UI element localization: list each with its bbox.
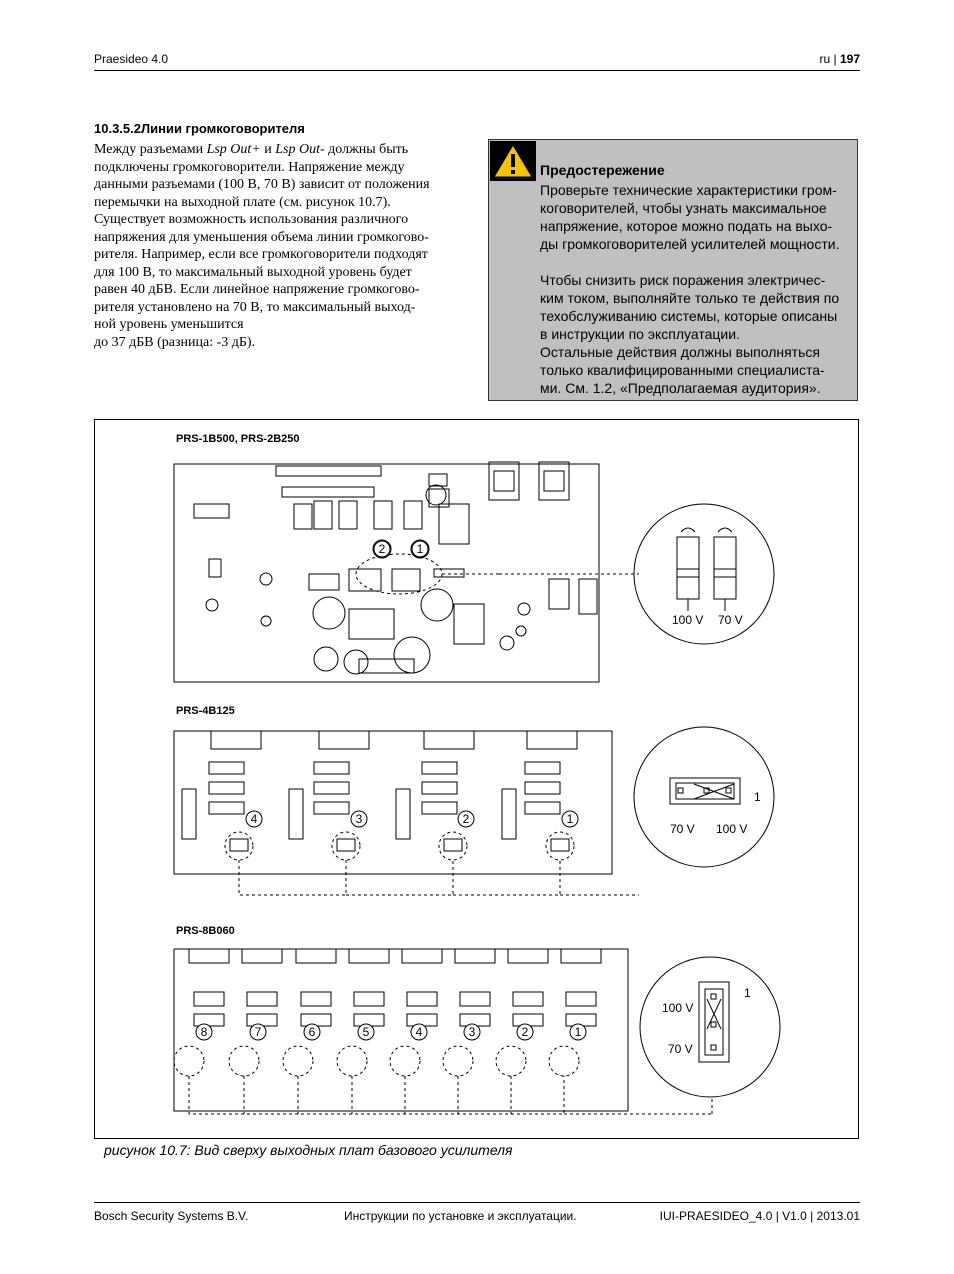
circle-markers	[196, 541, 586, 1040]
section-body-text: должны быть	[324, 142, 409, 157]
footer-company: Bosch Security Systems B.V.	[94, 1209, 249, 1223]
marker-number: 1	[566, 812, 574, 826]
section-body-text: рителя установлено на 70 В, то максимальный выход-	[94, 299, 416, 315]
section-body-line	[94, 194, 474, 212]
board2-label: PRS-4B125	[176, 705, 235, 717]
figure-drawing	[94, 419, 859, 1139]
marker-number: 5	[362, 1025, 370, 1039]
warning-line: напряжение, которое можно подать на выхо-	[540, 218, 833, 234]
connector-name: Lsp Out-	[275, 142, 325, 157]
board1-jumper-zoom	[677, 528, 736, 611]
section-title: 10.3.5.2Линии громкоговорителя	[94, 121, 305, 136]
section-body-text: для 100 В, то максимальный выходной уровень будет	[94, 264, 412, 280]
board2-jumper-zoom	[670, 778, 740, 804]
board3-zoom-label-top: 100 V	[662, 1001, 694, 1015]
section-body-line	[94, 281, 474, 299]
board2-zoom-label-right: 100 V	[716, 822, 748, 836]
header-rule	[94, 70, 860, 71]
page-number: 197	[839, 52, 860, 66]
warning-title: Предостережение	[540, 162, 665, 178]
board3-jumper-zoom	[699, 982, 729, 1062]
warning-line: коговорителей, чтобы узнать максимальное	[540, 200, 827, 216]
footer-doc-id: IUI-PRAESIDEO_4.0 | V1.0 | 2013.01	[659, 1209, 860, 1223]
board3-zoom-label-bottom: 70 V	[668, 1042, 693, 1056]
warning-line: в инструкции по эксплуатации.	[540, 326, 740, 342]
header-page-info	[820, 52, 861, 66]
section-body-text: рителя. Например, если все громкоговорители подходят	[94, 247, 428, 262]
header-lang: ru	[819, 52, 831, 66]
section-body-line	[94, 211, 474, 229]
board1-label: PRS-1B500, PRS-2B250	[176, 433, 300, 445]
board1-pcb	[174, 462, 639, 682]
header-title: Praesideo 4.0	[94, 52, 169, 66]
section-body-line	[94, 246, 474, 264]
section-body-text: и	[260, 142, 276, 157]
board3-zoom-circle	[640, 957, 780, 1097]
section-body-line	[94, 141, 474, 159]
section-body-text: ной уровень уменьшится	[94, 317, 244, 332]
marker-number: 6	[308, 1025, 316, 1039]
marker-number: 2	[521, 1025, 529, 1039]
section-body-line	[94, 316, 474, 334]
board2-zoom-label-left: 70 V	[670, 822, 695, 836]
header-separator: |	[830, 52, 840, 66]
marker-number: 4	[250, 812, 258, 826]
section-body-text: Существует возможность использования различного	[94, 212, 409, 227]
marker-number: 1	[416, 542, 424, 556]
section-body-line	[94, 159, 474, 177]
warning-line: Проверьте технические характеристики гром-	[540, 182, 837, 198]
marker-number: 2	[462, 812, 470, 826]
section-body-text: до 37 дБВ (разница: -3 дБ).	[94, 334, 256, 350]
connector-name: Lsp Out+	[206, 142, 261, 157]
board1-zoom-label-left: 100 V	[672, 613, 704, 627]
section-body	[94, 141, 474, 351]
warning-icon	[490, 141, 536, 181]
board2-zoom-circle	[634, 727, 774, 867]
marker-number: 1	[574, 1025, 582, 1039]
footer-rule	[94, 1202, 860, 1203]
marker-number: 2	[378, 542, 386, 556]
warning-line: ким током, выполняйте только те действия по	[540, 290, 840, 306]
board2-zoom-pin: 1	[754, 790, 761, 804]
warning-text	[540, 181, 839, 397]
section-body-text: равен 40 дБВ. Если линейное напряжение громкогово-	[94, 282, 420, 297]
section-body-line	[94, 334, 474, 352]
section-body-text: перемычки на выходной плате (см. рисунок 10.7).	[94, 194, 391, 210]
warning-line: Остальные действия должны выполняться	[540, 344, 820, 360]
section-body-text: данными разъемами (100 В, 70 В) зависит от положения	[94, 177, 430, 192]
section-body-text: подключены громкоговорители. Напряжение между	[94, 159, 405, 175]
section-body-text: Между разъемами	[94, 142, 207, 157]
marker-number: 7	[254, 1025, 262, 1039]
warning-line: только квалифицированными специалиста-	[540, 362, 825, 378]
figure-caption: рисунок 10.7: Вид сверху выходных плат базового усилителя	[104, 1142, 513, 1158]
marker-number: 3	[468, 1025, 476, 1039]
section-body-line	[94, 229, 474, 247]
board1-zoom-label-right: 70 V	[718, 613, 743, 627]
footer-doc-title: Инструкции по установке и эксплуатации.	[344, 1209, 577, 1223]
board3-label: PRS-8B060	[176, 925, 235, 937]
section-body-line	[94, 299, 474, 317]
marker-number: 4	[415, 1025, 423, 1039]
section-body-text: напряжения для уменьшения объема линии громкогово-	[94, 229, 429, 245]
warning-line: ды громкоговорителей усилителей мощности.	[540, 236, 840, 252]
section-body-line	[94, 264, 474, 282]
marker-number: 8	[200, 1025, 208, 1039]
board3-zoom-pin: 1	[744, 986, 751, 1000]
warning-line: ми. См. 1.2, «Предполагаемая аудитория».	[540, 380, 821, 396]
marker-number: 3	[355, 812, 363, 826]
section-body-line	[94, 176, 474, 194]
warning-line	[540, 253, 839, 271]
warning-line: Чтобы снизить риск поражения электричес-	[540, 272, 826, 288]
board1-zoom-circle	[634, 504, 774, 644]
warning-line: техобслуживанию системы, которые описаны	[540, 308, 838, 324]
